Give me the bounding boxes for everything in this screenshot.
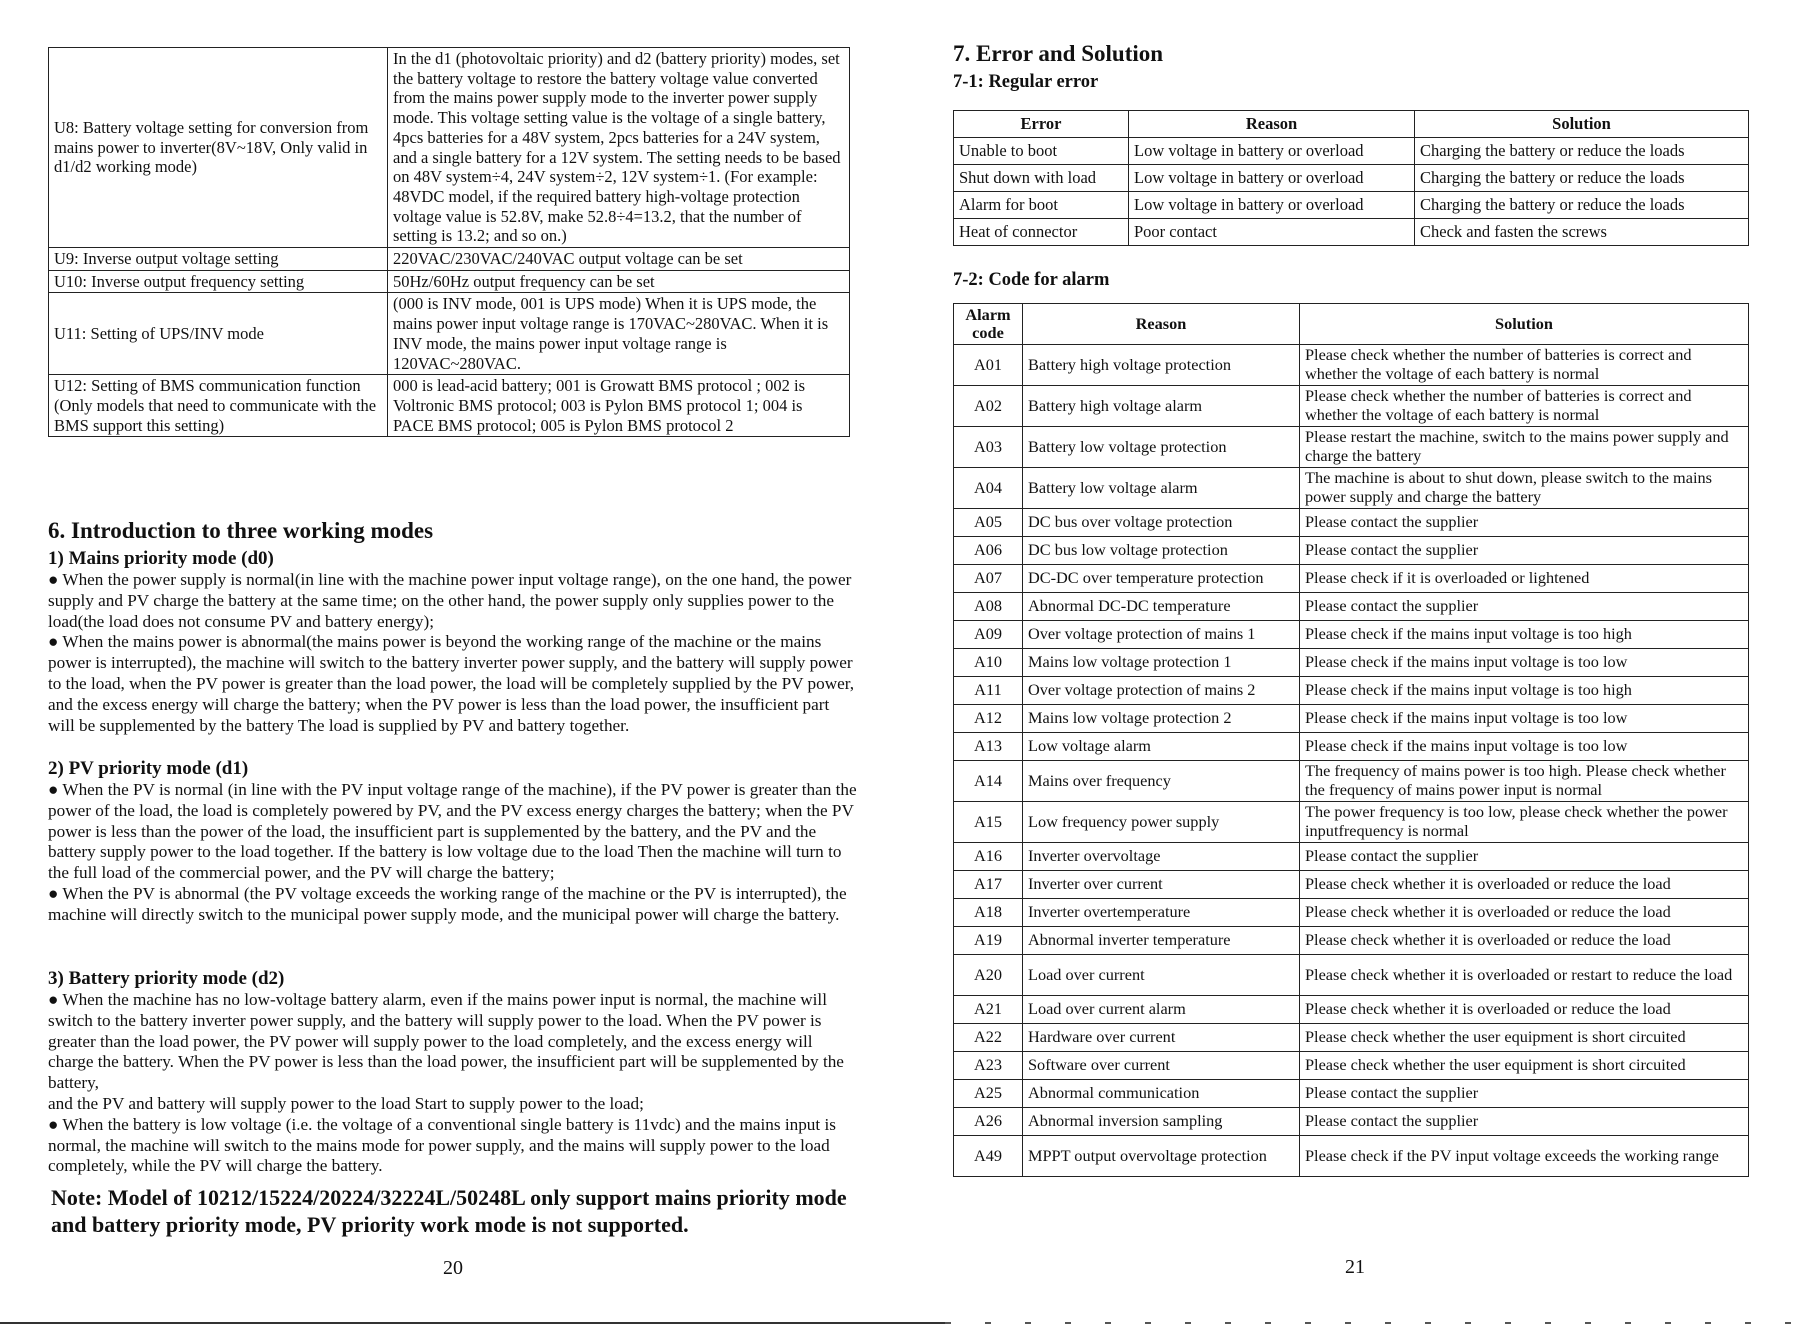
paragraph: ● When the PV is normal (in line with the PV input voltage range of the machine), if the PV power is greater than the power of the load, the load is completely powered by PV, and the PV excess energy charges the battery; when the PV power is less than the power of the load, the insufficient part is supplemented by the battery, and the PV and the battery supply power to the load together. If the battery is low voltage due to the load Then the machine will turn to the full load of the commercial power, and the PV will charge the battery; — [48, 780, 857, 883]
alarm-code-cell: A20 — [954, 955, 1023, 996]
table-row — [49, 270, 850, 293]
solution-cell: Please check if the mains input voltage is too low — [1300, 733, 1749, 761]
section-title-working-modes: 6. Introduction to three working modes — [48, 518, 434, 543]
reason-cell: Abnormal communication — [1023, 1080, 1300, 1108]
mode3-text — [48, 990, 858, 1177]
solution-cell: Please check whether it is overloaded or restart to reduce the load — [1300, 955, 1749, 996]
table-row — [954, 705, 1749, 733]
table-row — [49, 293, 850, 375]
reason-cell: Inverter overtemperature — [1023, 899, 1300, 927]
setting-name-cell: U8: Battery voltage setting for conversion from mains power to inverter(8V~18V, Only valid in d1/d2 working mode) — [49, 48, 388, 248]
table-row — [49, 48, 850, 248]
reason-cell: Abnormal inverter temperature — [1023, 927, 1300, 955]
setting-description-cell: 000 is lead-acid battery; 001 is Growatt BMS protocol ; 002 is Voltronic BMS protocol; 003 is Pylon BMS protocol 1; 004 is PACE BMS protocol; 005 is Pylon BMS protocol 2 — [388, 375, 850, 437]
reason-cell: Poor contact — [1129, 219, 1415, 246]
solution-cell: The machine is about to shut down, please switch to the mains power supply and charge the battery — [1300, 468, 1749, 509]
alarm-code-table — [953, 303, 1749, 1177]
solution-cell: Charging the battery or reduce the loads — [1415, 165, 1749, 192]
alarm-code-cell: A23 — [954, 1052, 1023, 1080]
reason-cell: Low voltage alarm — [1023, 733, 1300, 761]
reason-cell: Over voltage protection of mains 2 — [1023, 677, 1300, 705]
solution-cell: Please check whether it is overloaded or reduce the load — [1300, 871, 1749, 899]
table-row — [954, 537, 1749, 565]
column-header-alarm-code: Alarm code — [954, 304, 1023, 345]
table-row — [954, 843, 1749, 871]
solution-cell: Please restart the machine, switch to the mains power supply and charge the battery — [1300, 427, 1749, 468]
reason-cell: Mains low voltage protection 2 — [1023, 705, 1300, 733]
table-row — [954, 677, 1749, 705]
reason-cell: Load over current — [1023, 955, 1300, 996]
reason-cell: Low frequency power supply — [1023, 802, 1300, 843]
column-header-reason: Reason — [1023, 304, 1300, 345]
error-cell: Alarm for boot — [954, 192, 1129, 219]
settings-table-body — [49, 48, 850, 437]
table-row — [954, 1080, 1749, 1108]
alarm-code-cell: A16 — [954, 843, 1023, 871]
setting-description-cell: 220VAC/230VAC/240VAC output voltage can be set — [388, 248, 850, 271]
reason-cell: Battery low voltage alarm — [1023, 468, 1300, 509]
table-row — [954, 955, 1749, 996]
page-number-right: 21 — [1345, 1256, 1365, 1278]
solution-cell: Charging the battery or reduce the loads — [1415, 138, 1749, 165]
alarm-code-cell: A03 — [954, 427, 1023, 468]
solution-cell: Please check whether it is overloaded or reduce the load — [1300, 899, 1749, 927]
reason-cell: Inverter over current — [1023, 871, 1300, 899]
table-row — [954, 1136, 1749, 1177]
mode1-text — [48, 570, 858, 736]
reason-cell: Mains over frequency — [1023, 761, 1300, 802]
solution-cell: Please check whether the number of batteries is correct and whether the voltage of each battery is normal — [1300, 386, 1749, 427]
setting-description-cell: (000 is INV mode, 001 is UPS mode) When it is UPS mode, the mains power input voltage range is 170VAC~280VAC. When it is INV mode, the mains power input voltage range is 120VAC~280VAC. — [388, 293, 850, 375]
solution-cell: Please check if the mains input voltage is too high — [1300, 677, 1749, 705]
alarm-code-cell: A08 — [954, 593, 1023, 621]
table-row — [954, 509, 1749, 537]
table-row — [954, 927, 1749, 955]
solution-cell: Please check whether the number of batteries is correct and whether the voltage of each battery is normal — [1300, 345, 1749, 386]
table-row — [954, 802, 1749, 843]
alarm-code-cell: A05 — [954, 509, 1023, 537]
table-header-row — [954, 111, 1749, 138]
setting-description-cell: 50Hz/60Hz output frequency can be set — [388, 270, 850, 293]
reason-cell: Low voltage in battery or overload — [1129, 138, 1415, 165]
setting-description-cell: In the d1 (photovoltaic priority) and d2 (battery priority) modes, set the battery voltage to restore the battery voltage value converted from the mains power supply mode to the inverter power supply mode. This voltage setting value is the voltage of a single battery, 4pcs batteries for a 48V system, 2pcs batteries for a 24V system, and a single battery for a 12V system. The setting needs to be based on 48V system÷4, 24V system÷2, 12V system÷1. (For example: 48VDC model, if the required battery high-voltage protection voltage value is 52.8V, make 52.8÷4=13.2, that the number of setting is 13.2; and so on.) — [388, 48, 850, 248]
solution-cell: Please check if the mains input voltage is too high — [1300, 621, 1749, 649]
reason-cell: Battery high voltage alarm — [1023, 386, 1300, 427]
alarm-code-cell: A17 — [954, 871, 1023, 899]
solution-cell: Please check if the mains input voltage is too low — [1300, 649, 1749, 677]
table-row — [954, 649, 1749, 677]
alarm-code-cell: A11 — [954, 677, 1023, 705]
alarm-code-cell: A14 — [954, 761, 1023, 802]
alarm-code-cell: A15 — [954, 802, 1023, 843]
table-row — [954, 871, 1749, 899]
reason-cell: Abnormal DC-DC temperature — [1023, 593, 1300, 621]
solution-cell: Please contact the supplier — [1300, 593, 1749, 621]
solution-cell: Please check whether the user equipment is short circuited — [1300, 1052, 1749, 1080]
table-row — [954, 621, 1749, 649]
reason-cell: Battery low voltage protection — [1023, 427, 1300, 468]
alarm-code-cell: A02 — [954, 386, 1023, 427]
error-cell: Shut down with load — [954, 165, 1129, 192]
table-row — [49, 375, 850, 437]
alarm-code-cell: A13 — [954, 733, 1023, 761]
table-row — [954, 192, 1749, 219]
paragraph: ● When the power supply is normal(in line with the machine power input voltage range), on the one hand, the power supply and PV charge the battery at the same time; on the other hand, the power supply only supplies power to the load(the load does not consume PV and battery energy); — [48, 570, 852, 631]
solution-cell: The frequency of mains power is too high. Please check whether the frequency of mains power input is normal — [1300, 761, 1749, 802]
solution-cell: Please contact the supplier — [1300, 537, 1749, 565]
alarm-code-cell: A18 — [954, 899, 1023, 927]
table-row — [954, 1052, 1749, 1080]
alarm-code-table-body — [954, 345, 1749, 1177]
alarm-code-cell: A06 — [954, 537, 1023, 565]
reason-cell: Inverter overvoltage — [1023, 843, 1300, 871]
reason-cell: Abnormal inversion sampling — [1023, 1108, 1300, 1136]
setting-name-cell: U12: Setting of BMS communication function (Only models that need to communicate with the BMS support this setting) — [49, 375, 388, 437]
mode2-text — [48, 780, 858, 926]
regular-error-title: 7-1: Regular error — [953, 72, 1099, 92]
reason-cell: Low voltage in battery or overload — [1129, 165, 1415, 192]
solution-cell: The power frequency is too low, please check whether the power inputfrequency is normal — [1300, 802, 1749, 843]
reason-cell: Low voltage in battery or overload — [1129, 192, 1415, 219]
solution-cell: Please contact the supplier — [1300, 1108, 1749, 1136]
mode1-title: 1) Mains priority mode (d0) — [48, 548, 274, 569]
paragraph: ● When the mains power is abnormal(the mains power is beyond the working range of the machine or the mains power is interrupted), the machine will switch to the battery inverter power supply, and the battery will supply power to the load, when the PV power is greater than the load power, the load will be completely supplied by the PV power, and the excess energy will charge the battery; when the PV power is less than the load power, the insufficient part will be supplemented by the battery The load is supplied by PV and battery together. — [48, 632, 855, 735]
section-title-error-solution: 7. Error and Solution — [953, 41, 1164, 66]
table-header-row — [954, 304, 1749, 345]
column-header-solution: Solution — [1415, 111, 1749, 138]
alarm-code-cell: A21 — [954, 996, 1023, 1024]
alarm-code-cell: A22 — [954, 1024, 1023, 1052]
mode3-title: 3) Battery priority mode (d2) — [48, 968, 285, 989]
table-row — [954, 345, 1749, 386]
solution-cell: Please check whether it is overloaded or reduce the load — [1300, 927, 1749, 955]
reason-cell: Over voltage protection of mains 1 — [1023, 621, 1300, 649]
alarm-code-cell: A10 — [954, 649, 1023, 677]
alarm-code-cell: A26 — [954, 1108, 1023, 1136]
mode2-title: 2) PV priority mode (d1) — [48, 758, 249, 779]
table-row — [954, 1024, 1749, 1052]
table-row — [49, 248, 850, 271]
table-row — [954, 219, 1749, 246]
error-cell: Heat of connector — [954, 219, 1129, 246]
table-row — [954, 593, 1749, 621]
bottom-rule — [0, 1322, 945, 1324]
alarm-code-cell: A49 — [954, 1136, 1023, 1177]
paragraph: ● When the PV is abnormal (the PV voltage exceeds the working range of the machine or the PV is interrupted), the machine will directly switch to the municipal power supply mode, and the municipal power will charge the battery. — [48, 883, 847, 924]
table-row — [954, 427, 1749, 468]
table-row — [954, 1108, 1749, 1136]
paragraph: ● When the battery is low voltage (i.e. the voltage of a conventional single battery is 11vdc) and the mains input is normal, the machine will switch to the mains mode for power supply, and the mains will supply power to the load completely, while the PV will charge the battery. — [48, 1114, 836, 1176]
solution-cell: Please contact the supplier — [1300, 509, 1749, 537]
solution-cell: Charging the battery or reduce the loads — [1415, 192, 1749, 219]
column-header-error: Error — [954, 111, 1129, 138]
alarm-code-cell: A07 — [954, 565, 1023, 593]
alarm-code-cell: A12 — [954, 705, 1023, 733]
solution-cell: Please contact the supplier — [1300, 1080, 1749, 1108]
solution-cell: Please check if the mains input voltage is too low — [1300, 705, 1749, 733]
solution-cell: Please check if it is overloaded or lightened — [1300, 565, 1749, 593]
table-row — [954, 138, 1749, 165]
reason-cell: Load over current alarm — [1023, 996, 1300, 1024]
alarm-code-cell: A19 — [954, 927, 1023, 955]
page-number-left: 20 — [443, 1257, 463, 1279]
error-cell: Unable to boot — [954, 138, 1129, 165]
reason-cell: DC-DC over temperature protection — [1023, 565, 1300, 593]
table-row — [954, 996, 1749, 1024]
alarm-code-cell: A25 — [954, 1080, 1023, 1108]
solution-cell: Please contact the supplier — [1300, 843, 1749, 871]
reason-cell: DC bus low voltage protection — [1023, 537, 1300, 565]
reason-cell: Software over current — [1023, 1052, 1300, 1080]
regular-error-table — [953, 110, 1749, 246]
table-row — [954, 899, 1749, 927]
paragraph: and the PV and battery will supply power to the load Start to supply power to the load; — [48, 1093, 644, 1113]
solution-cell: Check and fasten the screws — [1415, 219, 1749, 246]
column-header-reason: Reason — [1129, 111, 1415, 138]
solution-cell: Please check if the PV input voltage exceeds the working range — [1300, 1136, 1749, 1177]
regular-error-table-body — [954, 138, 1749, 246]
alarm-code-cell: A09 — [954, 621, 1023, 649]
alarm-code-title: 7-2: Code for alarm — [953, 270, 1110, 290]
reason-cell: Mains low voltage protection 1 — [1023, 649, 1300, 677]
solution-cell: Please check whether it is overloaded or reduce the load — [1300, 996, 1749, 1024]
setting-name-cell: U9: Inverse output voltage setting — [49, 248, 388, 271]
setting-name-cell: U11: Setting of UPS/INV mode — [49, 293, 388, 375]
table-row — [954, 468, 1749, 509]
alarm-code-cell: A04 — [954, 468, 1023, 509]
reason-cell: Hardware over current — [1023, 1024, 1300, 1052]
table-row — [954, 733, 1749, 761]
paragraph: ● When the machine has no low-voltage battery alarm, even if the mains power input is normal, the machine will switch to the battery inverter power supply, and the battery will supply power to the load. When the PV power is greater than the load power, the PV power will supply power to the load completely, and the excess energy will charge the battery. When the PV power is less than the load power, the insufficient part will be supplemented by the battery, — [48, 990, 844, 1093]
reason-cell: Battery high voltage protection — [1023, 345, 1300, 386]
settings-table — [48, 47, 850, 437]
table-row — [954, 165, 1749, 192]
model-note: Note: Model of 10212/15224/20224/32224L/50248L only support mains priority mode and battery priority mode, PV priority work mode is not supported. — [51, 1185, 847, 1237]
table-row — [954, 761, 1749, 802]
solution-cell: Please check whether the user equipment is short circuited — [1300, 1024, 1749, 1052]
reason-cell: MPPT output overvoltage protection — [1023, 1136, 1300, 1177]
table-row — [954, 386, 1749, 427]
column-header-solution: Solution — [1300, 304, 1749, 345]
alarm-code-cell: A01 — [954, 345, 1023, 386]
setting-name-cell: U10: Inverse output frequency setting — [49, 270, 388, 293]
reason-cell: DC bus over voltage protection — [1023, 509, 1300, 537]
table-row — [954, 565, 1749, 593]
